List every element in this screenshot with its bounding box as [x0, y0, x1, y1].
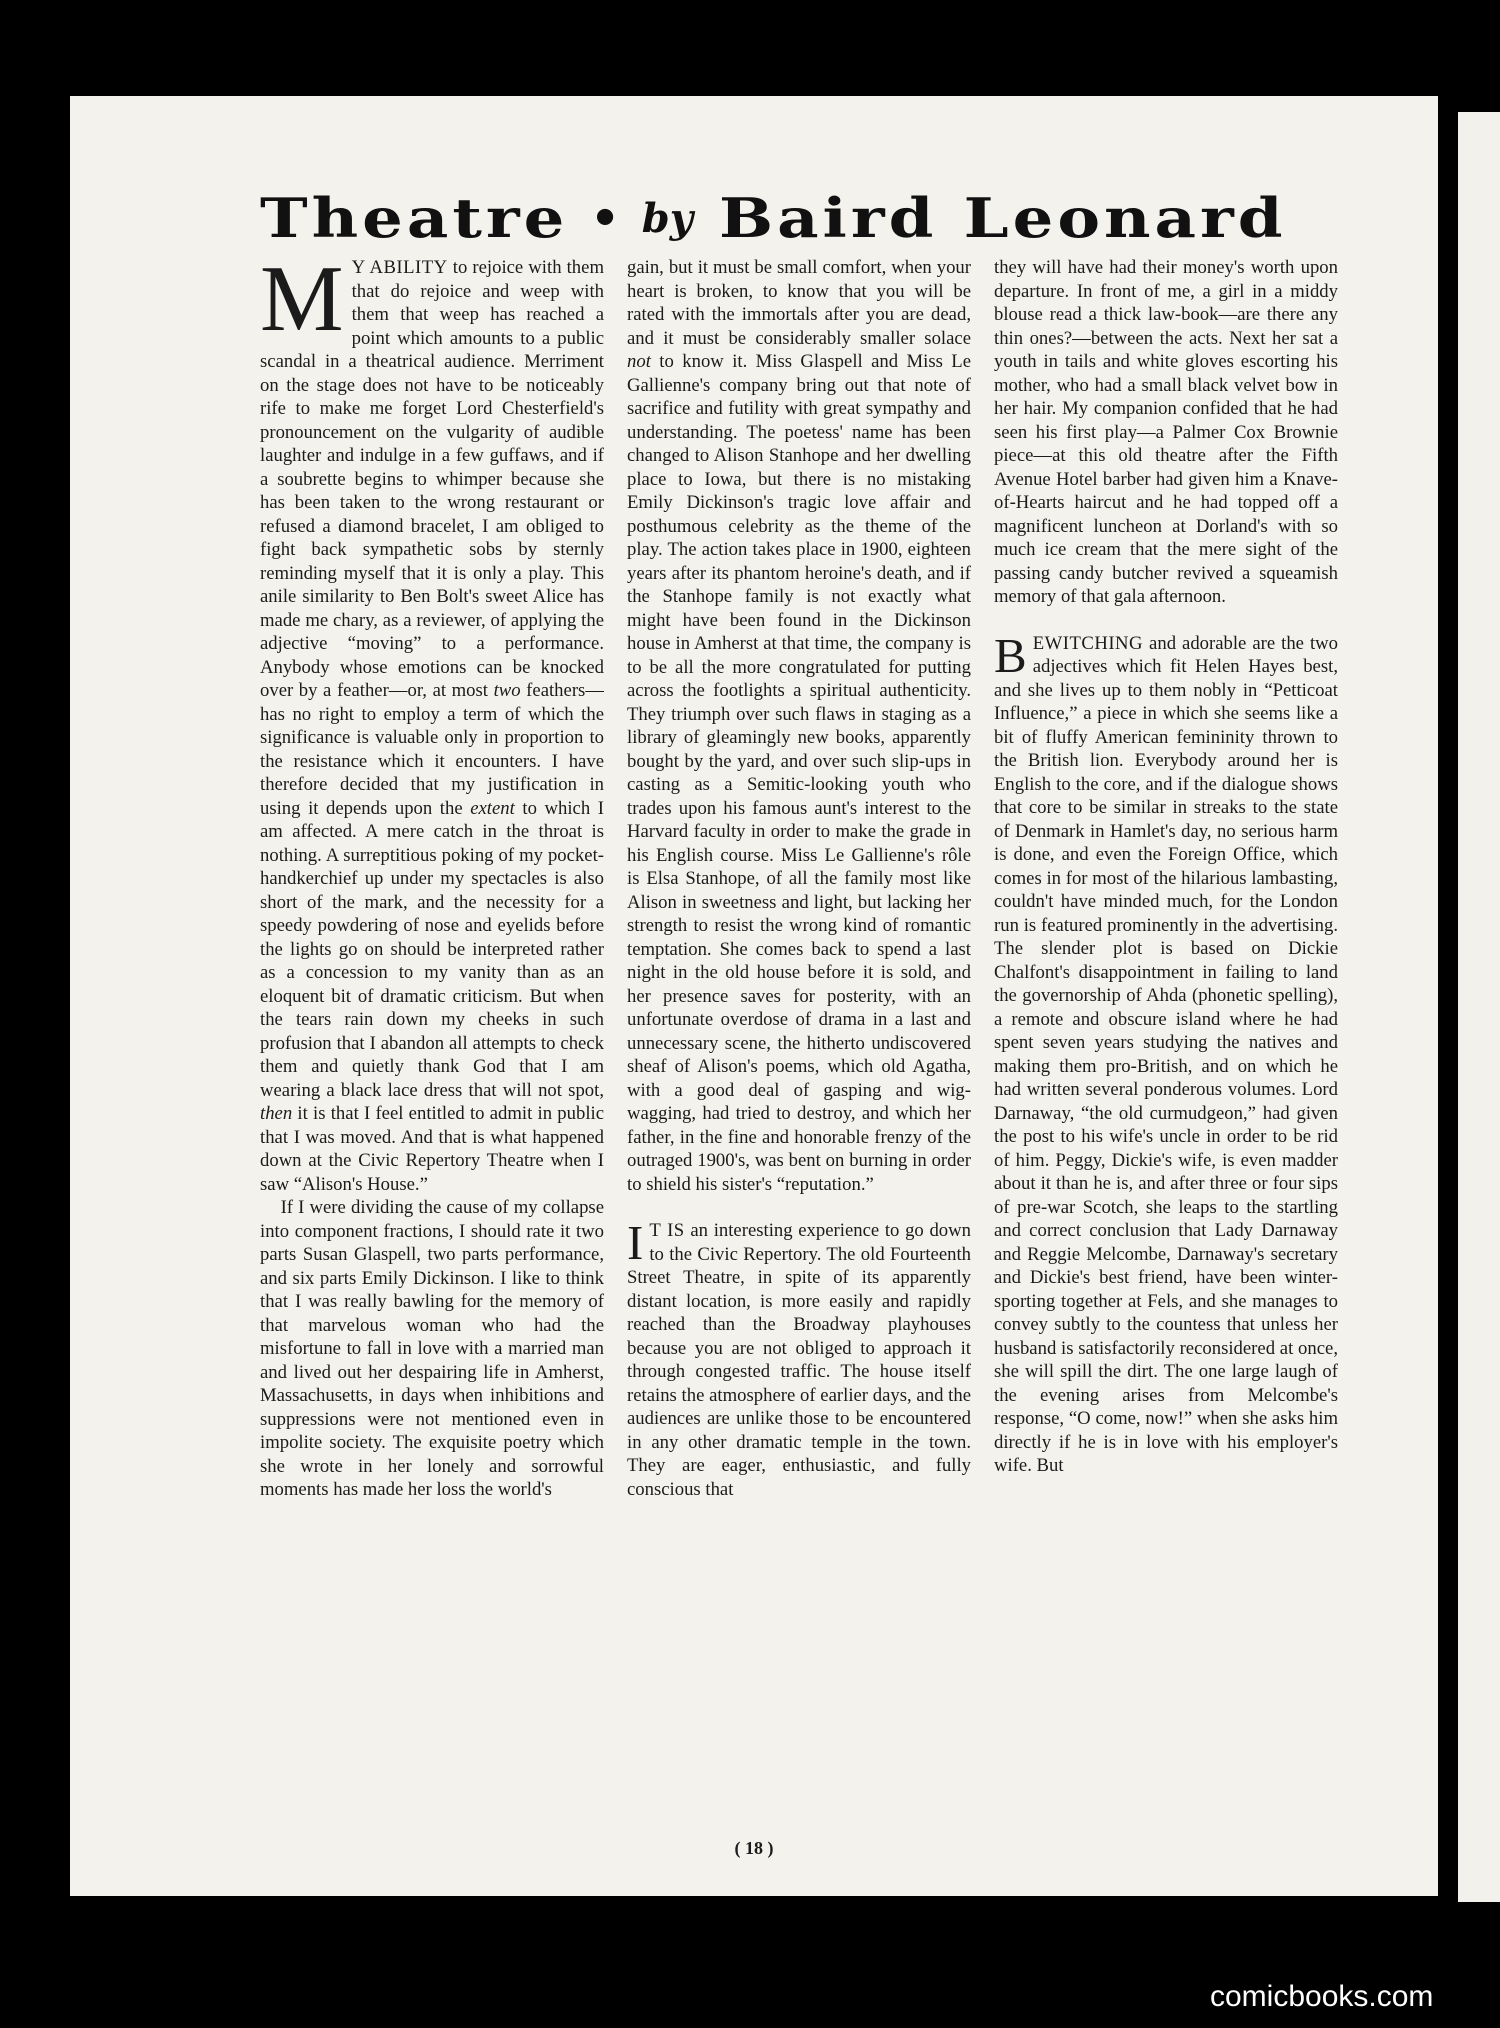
- next-page-edge: [1458, 112, 1500, 1902]
- magazine-page: [70, 96, 1438, 1896]
- byline-by: by: [641, 194, 693, 242]
- watermark: comicbooks.com: [1210, 1980, 1434, 2013]
- column-2: [627, 256, 971, 1828]
- paragraph: If I were dividing the cause of my collapse into component fractions, I should rate it two parts Susan Glaspell, two parts performance, and six parts Emily Dickinson. I like to think that I was really bawling for the memory of that marvelous woman who had the misfortune to fall in love with a married man and lived out her despairing life in Amherst, Massachusetts, in days when inhibitions and suppressions were not mentioned even in impolite society. The exquisite poetry which she wrote in her lonely and sorrowful moments has made her loss the world's: [260, 1197, 604, 1500]
- page-title: [260, 180, 1420, 256]
- title-word: Theatre: [260, 186, 569, 250]
- drop-cap: I: [627, 1215, 644, 1270]
- paragraph: M Y ABILITY to rejoice with them that do rejoice and weep with them that weep has reached a point which amounts to a public scandal in a theatrical audience. Merriment on the stage does not have to be noticeably rife to make me forget Lord Chesterfield's pronouncement on the vulgarity of audible laughter and indulge in a few guffaws, and if a soubrette begins to whimper because she has been taken to the wrong restaurant or refused a diamond bracelet, I am obliged to fight back sympathetic sobs by sternly reminding myself that it is only a play. This anile similarity to Ben Bolt's sweet Alice has made me chary, as a reviewer, of applying the adjective “moving” to a performance. Anybody whose emotions can be knocked over by a feather—or, at most two feathers—has no right to employ a term of which the significance is valuable only in proportion to the resistance which it encounters. I have therefore decided that my justification in using it depends upon the extent to which I am affected. A mere catch in the throat is nothing. A surreptitious poking of my pocket-handkerchief up under my spectacles is also short of the mark, and the necessity for a speedy powdering of nose and eyelids before the lights go on should be interpreted rather as a concession to my vanity than as an eloquent bit of dramatic criticism. But when the tears rain down my cheeks in such profusion that I abandon all attempts to check them and quietly thank God that I am wearing a black lace dress that will not spot, then it is that I feel entitled to admit in public that I was moved. And that is what happened down at the Civic Repertory Theatre when I saw “Alison's House.”: [260, 256, 604, 1195]
- title-separator: •: [590, 191, 620, 245]
- paragraph: they will have had their money's worth upon departure. In front of me, a girl in a middy blouse read a thick law-book—are there any thin ones?—between the acts. Next her sat a youth in tails and white gloves escorting his mother, who had a small black velvet bow in her hair. My companion confided that he had seen his first play—a Palmer Cox Brownie piece—at this old theatre after the Fifth Avenue Hotel barber had given him a Knave-of-Hearts haircut and he had topped off a magnificent luncheon at Dorland's with so much ice cream that the mere sight of the passing candy butcher revived a squeamish memory of that gala afternoon.: [994, 257, 1338, 607]
- byline-author: Baird Leonard: [718, 186, 1287, 250]
- paragraph: gain, but it must be small comfort, when your heart is broken, to know that you will be rated with the immortals after you are dead, and it must be considerably smaller solace not to know it. Miss Glaspell and Miss Le Gallienne's company bring out that note of sacrifice and futility with great sympathy and understanding. The poetess' name has been changed to Alison Stanhope and her dwelling place to Iowa, but there is no mistaking Emily Dickinson's tragic love affair and posthumous celebrity as the theme of the play. The action takes place in 1900, eighteen years after its phantom heroine's death, and if the Stanhope family is not exactly what might have been found in the Dickinson house in Amherst at that time, the company is to be all the more congratulated for putting across the footlights a spiritual authenticity. They triumph over such flaws in staging as a library of gleamingly new books, apparently bought by the yard, and over such slip-ups in casting as a Semitic-looking youth who trades upon his famous aunt's interest to the Harvard faculty in order to make the grade in his English course. Miss Le Gallienne's rôle is Elsa Stanhope, of all the family most like Alison in sweetness and light, but lacking her strength to resist the wrong kind of romantic temptation. She comes back to spend a last night in the old house before it is sold, and her presence saves for posterity, with an unfortunate overdose of drama in a last and unnecessary scene, the hitherto undiscovered sheaf of Alison's poems, which old Agatha, with a good deal of gasping and wig-wagging, had tried to destroy, and which her father, in the fine and honorable frenzy of the outraged 1900's, was bent on burning in order to shield his sister's “reputation.”: [627, 257, 971, 1195]
- drop-cap: M: [260, 256, 344, 351]
- paragraph: I T IS an interesting experience to go down to the Civic Repertory. The old Fourteenth Street Theatre, in spite of its apparently distant location, is more easily and rapidly reached than the Broadway playhouses because you are not obliged to approach it through congested traffic. The house itself retains the atmosphere of earlier days, and the audiences are unlike those to be encountered in any other dramatic temple in the town. They are eager, enthusiastic, and fully conscious that: [627, 1215, 971, 1500]
- column-1: [260, 256, 604, 1828]
- column-3: [994, 256, 1338, 1828]
- page-number: ( 18 ): [734, 1838, 774, 1858]
- drop-cap: B: [994, 627, 1027, 683]
- paragraph: BEWITCHING and adorable are the two adjectives which fit Helen Hayes best, and she lives up to them nobly in “Petticoat Influence,” a piece in which she seems like a bit of fluffy American femininity thrown to the British lion. Everybody around her is English to the core, and if the dialogue shows that core to be similar in streaks to the state of Denmark in Hamlet's day, no serious harm is done, and even the Foreign Office, which comes in for most of the hilarious lambasting, couldn't have minded much, for the London run is featured prominently in the advertising. The slender plot is based on Dickie Chalfont's disappointment in failing to land the governorship of Ahda (phonetic spelling), a remote and obscure island where he had spent seven years studying the natives and making them pro-British, and on which he had written several ponderous volumes. Lord Darnaway, “the old curmudgeon,” had given the post to his wife's uncle in order to be rid of him. Peggy, Dickie's wife, is even madder about it than he is, and after three or four sips of pre-war Scotch, she leaps to the startling and correct conclusion that Lady Darnaway and Reggie Melcombe, Darnaway's secretary and Dickie's best friend, have been winter-sporting together at Fels, and she manages to convey subtly to the countess that unless her husband is satisfactorily reconsidered at once, she will spill the dirt. The one large laugh of the evening arises from Melcombe's response, “O come, now!” when she asks him directly if he is in love with his employer's wife. But: [994, 627, 1338, 1476]
